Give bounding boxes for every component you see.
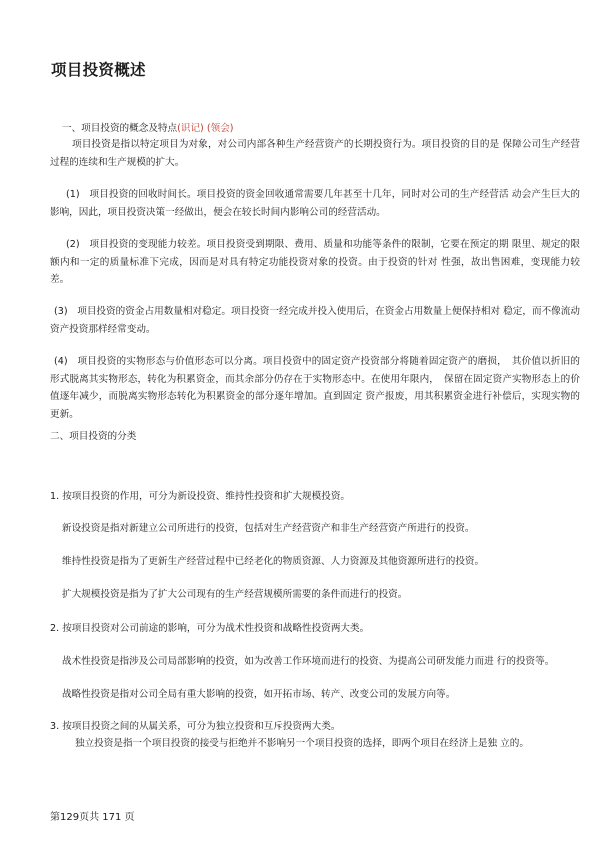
classification-3: 3. 按项目投资之间的从属关系，可分为独立投资和互斥投资两大类。: [50, 721, 341, 732]
classification-1c: 扩大规模投资是指为了扩大公司现有的生产经营规模所需要的条件而进行的投资。: [62, 589, 408, 600]
feature-4: (4) 项目投资的实物形态与价值形态可以分离。项目投资中的固定资产投资部分将随着固定资产的磨损， 其价值以折旧的形式脱离其实物形态，转化为积累资金，而其余部分仍存在于实物形态中。在使用年限内， 保留在固定资产实物形态上的价值逐年减少，而脱离实物形态转化为积累资金的部分逐年增加。直到固定 资产报废，用其积累资金进行补偿后，实现实物的更新。: [50, 356, 580, 420]
page-title: 项目投资概述: [51, 61, 146, 79]
section1-heading: [62, 120, 234, 137]
tag-memorize: (识记): [177, 123, 204, 134]
feature-2: (2) 项目投资的变现能力较差。项目投资受到期限、费用、质量和功能等条件的限制，它要在预定的期 限里、规定的限额内和一定的质量标准下完成，因而是对具有特定功能投资对象的投资。由于投资的针对 性强，故出售困难，变现能力较差。: [50, 239, 580, 285]
classification-2a: 战术性投资是指涉及公司局部影响的投资，如为改善工作环境而进行的投资、为提高公司研发能力而进 行的投资等。: [62, 656, 555, 667]
tag-understand: (领会): [206, 123, 234, 134]
feature-1: (1) 项目投资的回收时间长。项目投资的资金回收通常需要几年甚至十几年，同时对公司的生产经营活 动会产生巨大的影响，因此，项目投资决策一经做出，便会在较长时间内影响公司的经营活动。: [50, 189, 580, 218]
section1-heading-text: 一、项目投资的概念及特点: [62, 123, 178, 134]
classification-2: 2. 按项目投资对公司前途的影响，可分为战术性投资和战略性投资两大类。: [50, 623, 370, 634]
feature-3: (3) 项目投资的资金占用数量相对稳定。项目投资一经完成并投入使用后，在资金占用数量上便保持相对 稳定，而不像流动资产投资那样经常变动。: [50, 306, 580, 335]
classification-2b: 战略性投资是指对公司全局有重大影响的投资，如开拓市场、转产、改变公司的发展方向等。: [62, 689, 456, 700]
classification-1a: 新设投资是指对新建立公司所进行的投资，包括对生产经营资产和非生产经营资产所进行的投资。: [62, 523, 475, 534]
page-footer: 第129页共 171 页: [50, 812, 135, 823]
section1-intro: 项目投资是指以特定项目为对象，对公司内部各种生产经营资产的长期投资行为。项目投资的目的是 保障公司生产经营过程的连续和生产规模的扩大。: [50, 139, 580, 168]
classification-1b: 维持性投资是指为了更新生产经营过程中已经老化的物质资源、人力资源及其他资源所进行的投资。: [62, 556, 485, 567]
classification-1: 1. 按项目投资的作用，可分为新设投资、维持性投资和扩大规模投资。: [50, 491, 351, 502]
classification-3a: 独立投资是指一个项目投资的接受与拒绝并不影响另一个项目投资的选择，即两个项目在经济上是独 立的。: [75, 738, 529, 749]
section2-heading: 二、项目投资的分类: [50, 431, 137, 442]
